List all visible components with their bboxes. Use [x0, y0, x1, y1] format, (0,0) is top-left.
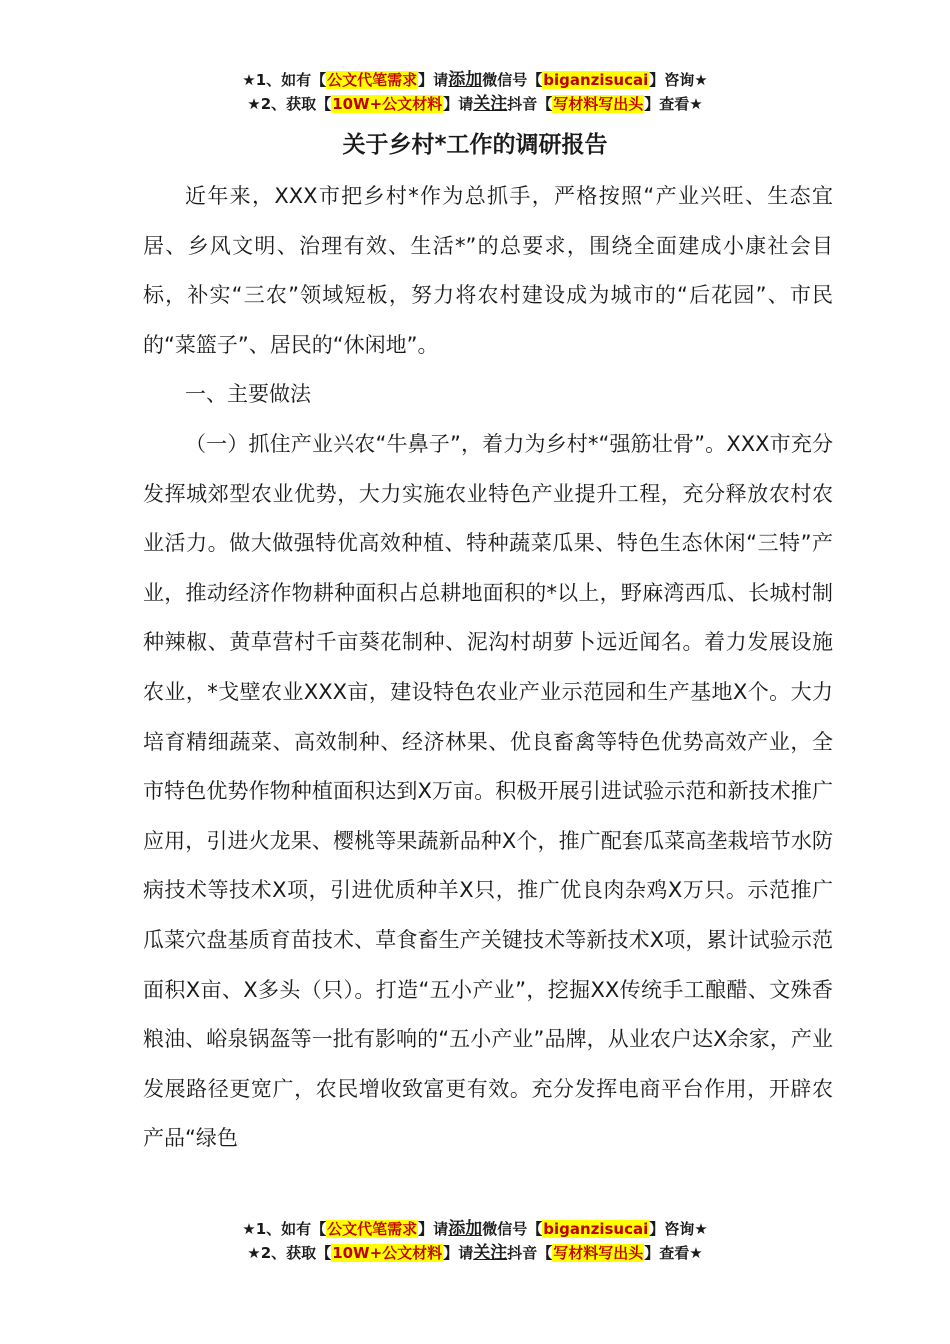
promo-text: 抖音【 [507, 95, 553, 113]
promo-emphasis: 关注 [473, 94, 508, 114]
promo-text: 】咨询★ [649, 1220, 708, 1238]
promo-text: 】请 [418, 1220, 449, 1238]
promo-emphasis: 关注 [473, 1243, 508, 1263]
promo-highlight: 写材料写出头 [553, 1244, 644, 1262]
promo-highlight: 10W+公文材料 [332, 95, 443, 113]
promo-line-2 [0, 92, 950, 116]
promo-banner-top [0, 68, 950, 116]
promo-text: 微信号【 [482, 71, 543, 89]
promo-emphasis: 添加 [448, 1219, 483, 1239]
promo-line-1 [0, 1217, 950, 1241]
document-body [143, 172, 833, 1164]
promo-highlight: 10W+公文材料 [332, 1244, 443, 1262]
promo-text: ★2、获取【 [247, 1244, 332, 1262]
intro-paragraph: 近年来，XXX市把乡村*作为总抓手，严格按照“产业兴旺、生态宜居、乡风文明、治理有效、生活*”的总要求，围绕全面建成小康社会目标，补实“三农”领域短板，努力将农村建设成为城市的“后花园”、市民的“菜篮子”、居民的“休闲地”。 [143, 184, 833, 357]
promo-text: 微信号【 [482, 1220, 543, 1238]
subsection-paragraph: （一）抓住产业兴农“牛鼻子”，着力为乡村*“强筋壮骨”。XXX市充分发挥城郊型农业优势，大力实施农业特色产业提升工程，充分释放农村农业活力。做大做强特优高效种植、特种蔬菜瓜果、特色生态休闲“三特”产业，推动经济作物耕种面积占总耕地面积的*以上，野麻湾西瓜、长城村制种辣椒、黄草营村千亩葵花制种、泥沟村胡萝卜远近闻名。着力发展设施农业，*戈壁农业XXX亩，建设特色农业产业示范园和生产基地X个。大力培育精细蔬菜、高效制种、经济林果、优良畜禽等特色优势高效产业，全市特色优势作物种植面积达到X万亩。积极开展引进试验示范和新技术推广应用，引进火龙果、樱桃等果蔬新品种X个，推广配套瓜菜高垄栽培节水防病技术等技术X项，引进优质种羊X只，推广优良肉杂鸡X万只。示范推广瓜菜穴盘基质育苗技术、草食畜生产关键技术等新技术X项，累计试验示范面积X亩、X多头（只）。打造“五小产业”，挖掘XX传统手工酿醋、文殊香粮油、峪泉锅盔等一批有影响的“五小产业”品牌，从业农户达X余家，产业发展路径更宽广，农民增收致富更有效。充分发挥电商平台作用，开辟农产品“绿色 [143, 431, 833, 1151]
promo-text: 】请 [443, 95, 474, 113]
promo-text: 】查看★ [644, 1244, 703, 1262]
promo-highlight: biganzisucai [543, 71, 649, 89]
promo-text: 】请 [418, 71, 449, 89]
promo-text: ★1、如有【 [242, 1220, 327, 1238]
promo-text: ★1、如有【 [242, 71, 327, 89]
section-heading: 一、主要做法 [185, 382, 311, 407]
promo-text: 抖音【 [507, 1244, 553, 1262]
promo-text: 】查看★ [644, 95, 703, 113]
promo-line-1 [0, 68, 950, 92]
promo-line-2 [0, 1241, 950, 1265]
promo-text: 】咨询★ [649, 71, 708, 89]
promo-text: 】请 [443, 1244, 474, 1262]
promo-highlight: 公文代笔需求 [327, 1220, 418, 1238]
promo-highlight: 公文代笔需求 [327, 71, 418, 89]
promo-highlight: biganzisucai [543, 1220, 649, 1238]
promo-emphasis: 添加 [448, 70, 483, 90]
document-title: 关于乡村*工作的调研报告 [342, 132, 608, 158]
promo-banner-bottom [0, 1217, 950, 1265]
promo-highlight: 写材料写出头 [553, 95, 644, 113]
promo-text: ★2、获取【 [247, 95, 332, 113]
